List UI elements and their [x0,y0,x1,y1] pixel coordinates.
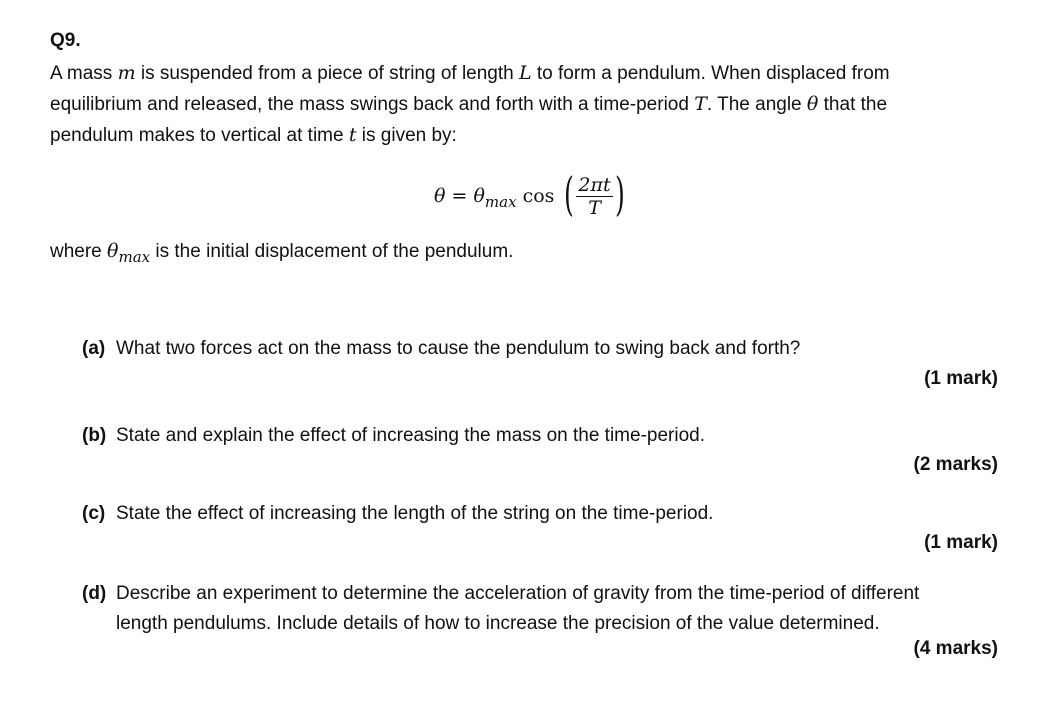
part-a: (a) What two forces act on the mass to cause the pendulum to swing back and forth? [82,338,801,359]
part-a-marks: (1 mark) [924,368,998,389]
intro-line-1: A mass m is suspended from a piece of string of length L to form a pendulum. When displaced from [50,62,890,84]
intro-line-2: equilibrium and released, the mass swings back and forth with a time-period T. The angle θ that the [50,93,888,115]
where-clause: where $\theta_{max}$ is the initial displacement of the pendulum. [50,240,514,266]
intro-line-3: pendulum makes to vertical at time t is given by: [50,124,457,146]
part-c-marks: (1 mark) [924,532,998,553]
formula-fraction: $\frac{2\pi t}{T}$ [578,173,611,219]
question-number: Q9. [50,30,81,51]
part-b: (b) State and explain the effect of increasing the mass on the time-period. [82,425,705,446]
question-intro [50,58,890,151]
part-b-marks: (2 marks) [913,454,998,475]
part-d-marks: (4 marks) [913,638,998,659]
part-d: (d) Describe an experiment to determine the acceleration of gravity from the time-period of different length pendulums. Include details of how to increase the precision of the value determined. [82,583,920,634]
part-c: (c) State the effect of increasing the length of the string on the time-period. [82,503,714,524]
pendulum-formula: θ = θ max cos ( $\frac{2\pi t}{T}$ ) [434,167,625,221]
